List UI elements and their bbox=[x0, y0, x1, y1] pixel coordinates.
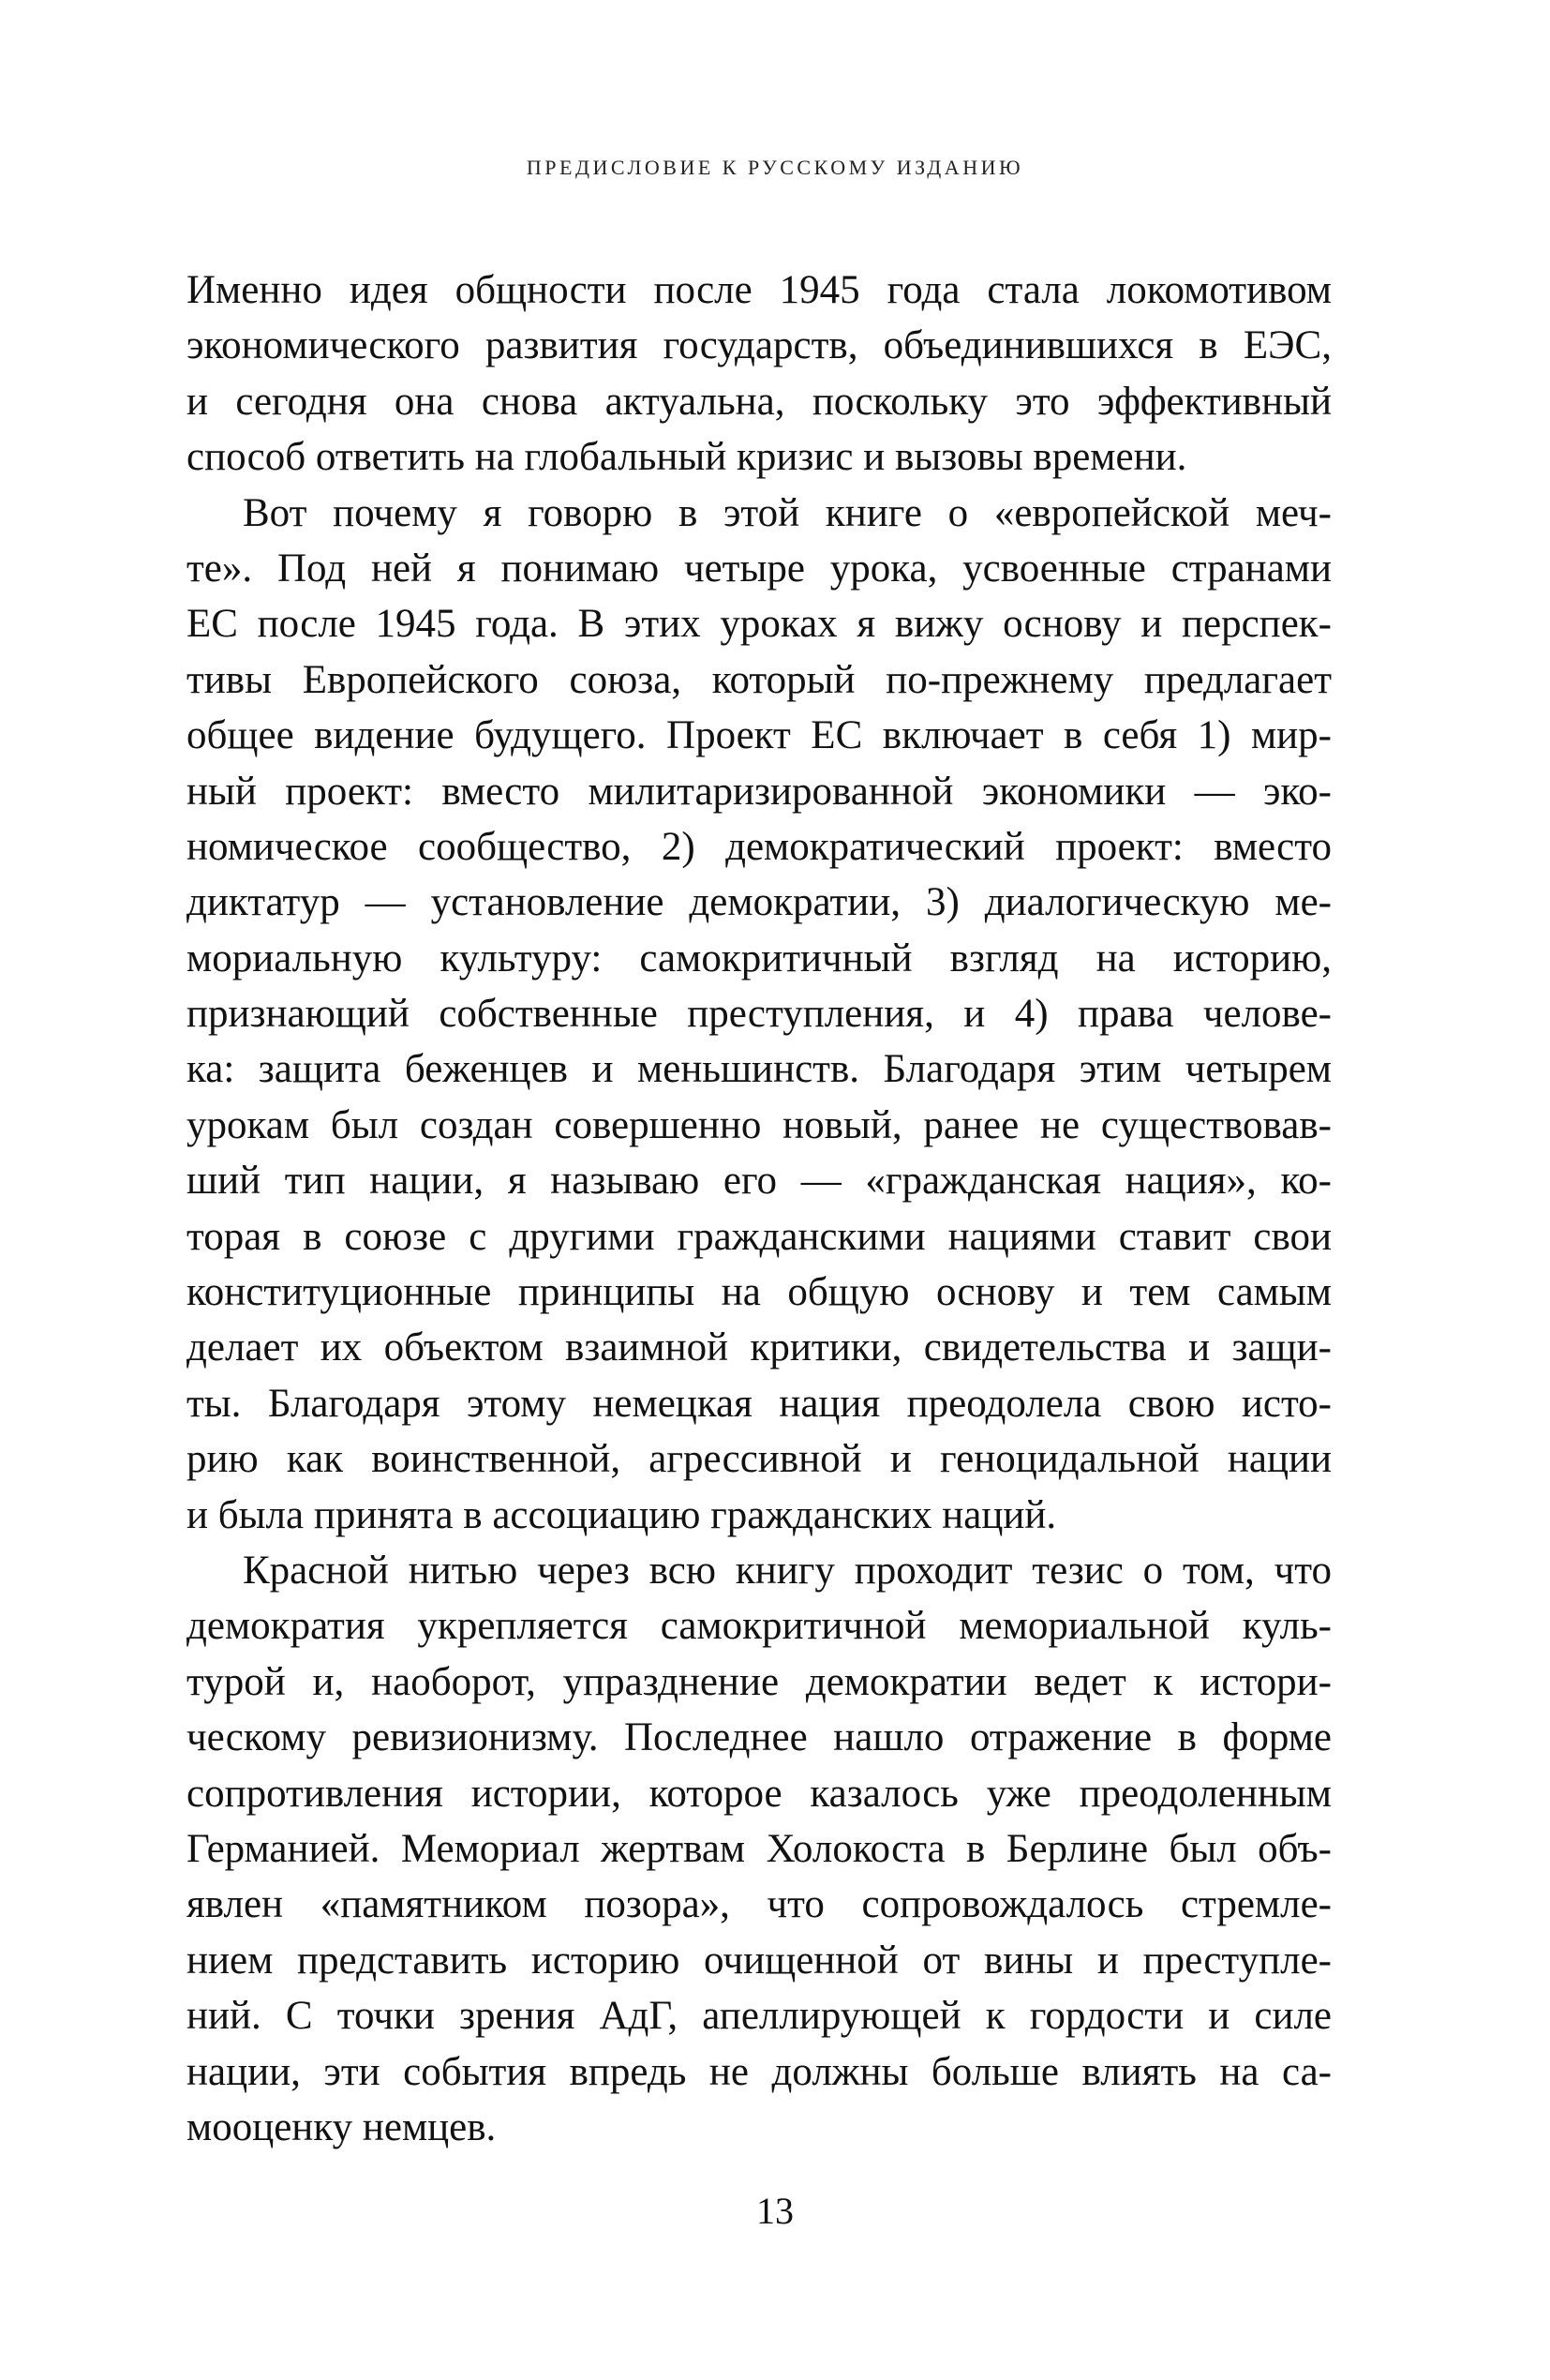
text-line: те». Под ней я понимаю четыре урока, усвоенные странами bbox=[186, 546, 1332, 591]
paragraph bbox=[186, 262, 1332, 486]
text-line: явлен «памятником позора», что сопровождалось стремле- bbox=[186, 1882, 1332, 1927]
text-line: Красной нитью через всю книгу проходит тезис о том, что bbox=[243, 1548, 1332, 1593]
running-header: ПРЕДИСЛОВИЕ К РУССКОМУ ИЗДАНИЮ bbox=[526, 156, 1024, 179]
text-line: сопротивления истории, которое казалось уже преодоленным bbox=[186, 1771, 1332, 1816]
text-line: ший тип нации, я называю его — «гражданская нация», ко- bbox=[186, 1159, 1332, 1204]
text-line: ЕС после 1945 года. В этих уроках я вижу основу и перспек- bbox=[186, 602, 1332, 647]
paragraph bbox=[186, 1543, 1332, 2155]
text-line: способ ответить на глобальный кризис и вызовы времени. bbox=[186, 435, 1187, 480]
page-body bbox=[186, 262, 1332, 2155]
text-line: и была принята в ассоциацию гражданских наций. bbox=[186, 1492, 1057, 1537]
text-line: ты. Благодаря этому немецкая нация преодолела свою исто- bbox=[186, 1381, 1332, 1426]
text-line: общее видение будущего. Проект ЕС включает в себя 1) мир- bbox=[186, 713, 1332, 758]
text-line: и сегодня она снова актуальна, поскольку это эффективный bbox=[186, 379, 1332, 424]
text-line: Именно идея общности после 1945 года стала локомотивом bbox=[186, 268, 1332, 312]
text-line: нием представить историю очищенной от вины и преступле- bbox=[186, 1938, 1332, 1983]
text-line: делает их объектом взаимной критики, свидетельства и защи- bbox=[186, 1325, 1332, 1370]
text-line: рию как воинственной, агрессивной и геноцидальной нации bbox=[186, 1437, 1332, 1482]
text-line: торая в союзе с другими гражданскими нациями ставит свои bbox=[186, 1214, 1332, 1259]
text-line: ный проект: вместо милитаризированной экономики — эко- bbox=[186, 769, 1332, 814]
text-line: Вот почему я говорю в этой книге о «европейской меч- bbox=[243, 490, 1332, 535]
page-number: 13 bbox=[756, 2190, 794, 2232]
text-line: тивы Европейского союза, который по-прежнему предлагает bbox=[186, 657, 1332, 702]
text-line: нации, эти события впредь не должны больше влиять на са- bbox=[186, 2049, 1332, 2094]
text-line: конституционные принципы на общую основу и тем самым bbox=[186, 1270, 1332, 1315]
paragraph bbox=[186, 486, 1332, 1543]
text-line: номическое сообщество, 2) демократический проект: вместо bbox=[186, 824, 1332, 869]
text-line: урокам был создан совершенно новый, ранее не существовав- bbox=[186, 1102, 1332, 1147]
text-line: ка: защита беженцев и меньшинств. Благодаря этим четырем bbox=[186, 1047, 1332, 1092]
text-line: мориальную культуру: самокритичный взгляд на историю, bbox=[186, 936, 1332, 980]
text-line: Германией. Мемориал жертвам Холокоста в Берлине был объ- bbox=[186, 1826, 1332, 1871]
text-line: ческому ревизионизму. Последнее нашло отражение в форме bbox=[186, 1715, 1332, 1760]
text-line: турой и, наоборот, упразднение демократии ведет к истори- bbox=[186, 1659, 1332, 1704]
text-line: ний. С точки зрения АдГ, апеллирующей к гордости и силе bbox=[186, 1994, 1332, 2039]
text-line: диктатур — установление демократии, 3) диалогическую ме- bbox=[186, 880, 1332, 925]
text-line: мооценку немцев. bbox=[186, 2104, 497, 2149]
text-line: экономического развития государств, объединившихся в ЕЭС, bbox=[186, 323, 1332, 368]
text-line: демократия укрепляется самокритичной мемориальной куль- bbox=[186, 1604, 1332, 1649]
text-line: признающий собственные преступления, и 4) права челове- bbox=[186, 992, 1332, 1037]
